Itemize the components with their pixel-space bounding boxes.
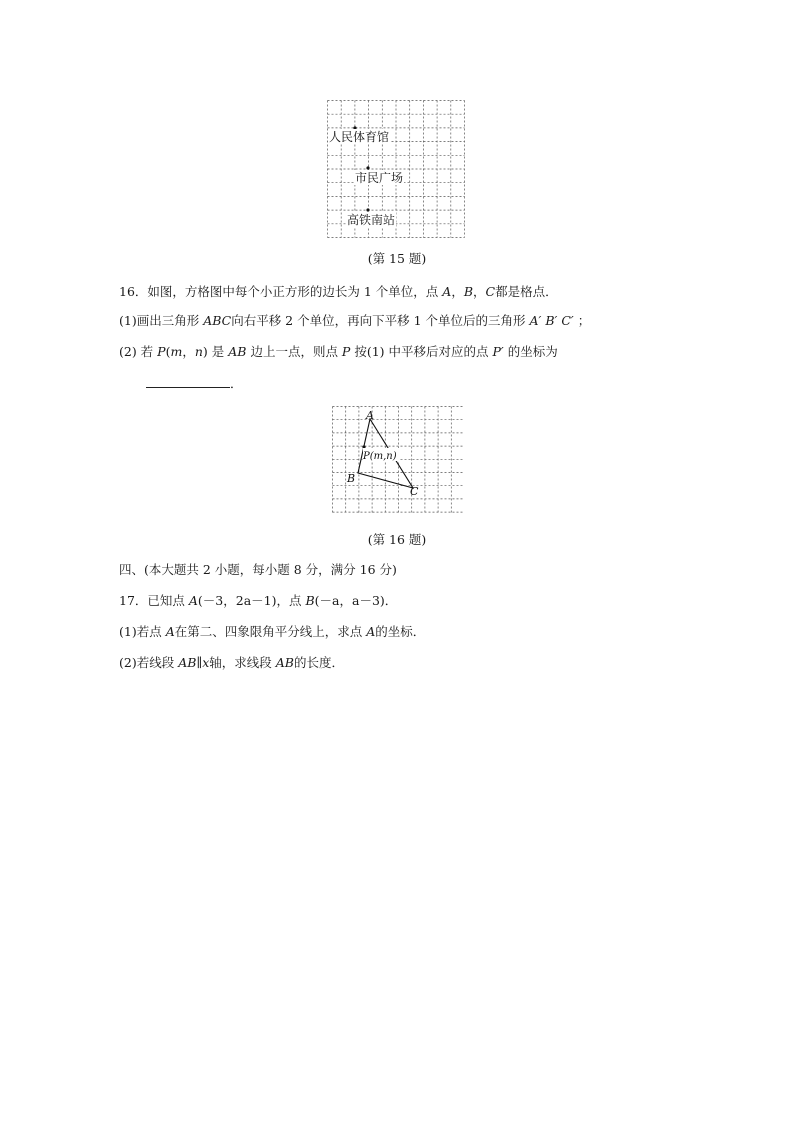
question-17-part-1: (1)若点 A在第二、四象限角平分线上，求点 A的坐标． — [119, 624, 426, 639]
label-plaza: 市民广场 — [355, 171, 404, 185]
point-plaza — [366, 166, 369, 169]
question-16-answer-line: ． — [146, 376, 243, 392]
question-17-stem: 17．已知点 A(－3，2a－1)，点 B(－a，a－3)． — [119, 593, 398, 608]
label-p: P(m,n) — [363, 451, 397, 462]
label-station: 高铁南站 — [347, 213, 396, 227]
section-4-title: 四、(本大题共 2 小题，每小题 8 分，满分 16 分) — [119, 562, 397, 577]
answer-blank[interactable] — [146, 376, 230, 388]
figure-15 — [327, 100, 465, 238]
figure-15-grid — [327, 100, 465, 238]
label-a: A — [366, 409, 374, 422]
figure-16-caption: (第 16 题) — [367, 532, 427, 547]
label-c: C — [410, 485, 419, 498]
question-16-part-2: (2) 若 P(m，n) 是 AB 边上一点，则点 P 按(1) 中平移后对应的点 P′ 的坐标为 — [119, 344, 558, 359]
label-b: B — [347, 472, 356, 485]
question-16-part-1: (1)画出三角形 ABC向右平移 2 个单位，再向下平移 1 个单位后的三角形 A′ B′ C′ ； — [119, 313, 591, 328]
question-17-part-2: (2)若线段 AB∥x轴，求线段 AB的长度． — [119, 655, 344, 670]
point-station — [366, 208, 369, 211]
question-number: 17． — [119, 593, 148, 608]
label-stadium: 人民体育馆 — [329, 130, 390, 144]
question-16-stem: 16．如图，方格图中每个小正方形的边长为 1 个单位，点 A，B，C都是格点． — [119, 284, 558, 299]
figure-15-caption: (第 15 题) — [367, 251, 427, 266]
figure-16-grid — [332, 406, 464, 513]
question-number: 16． — [119, 284, 148, 299]
figure-16 — [332, 406, 464, 513]
